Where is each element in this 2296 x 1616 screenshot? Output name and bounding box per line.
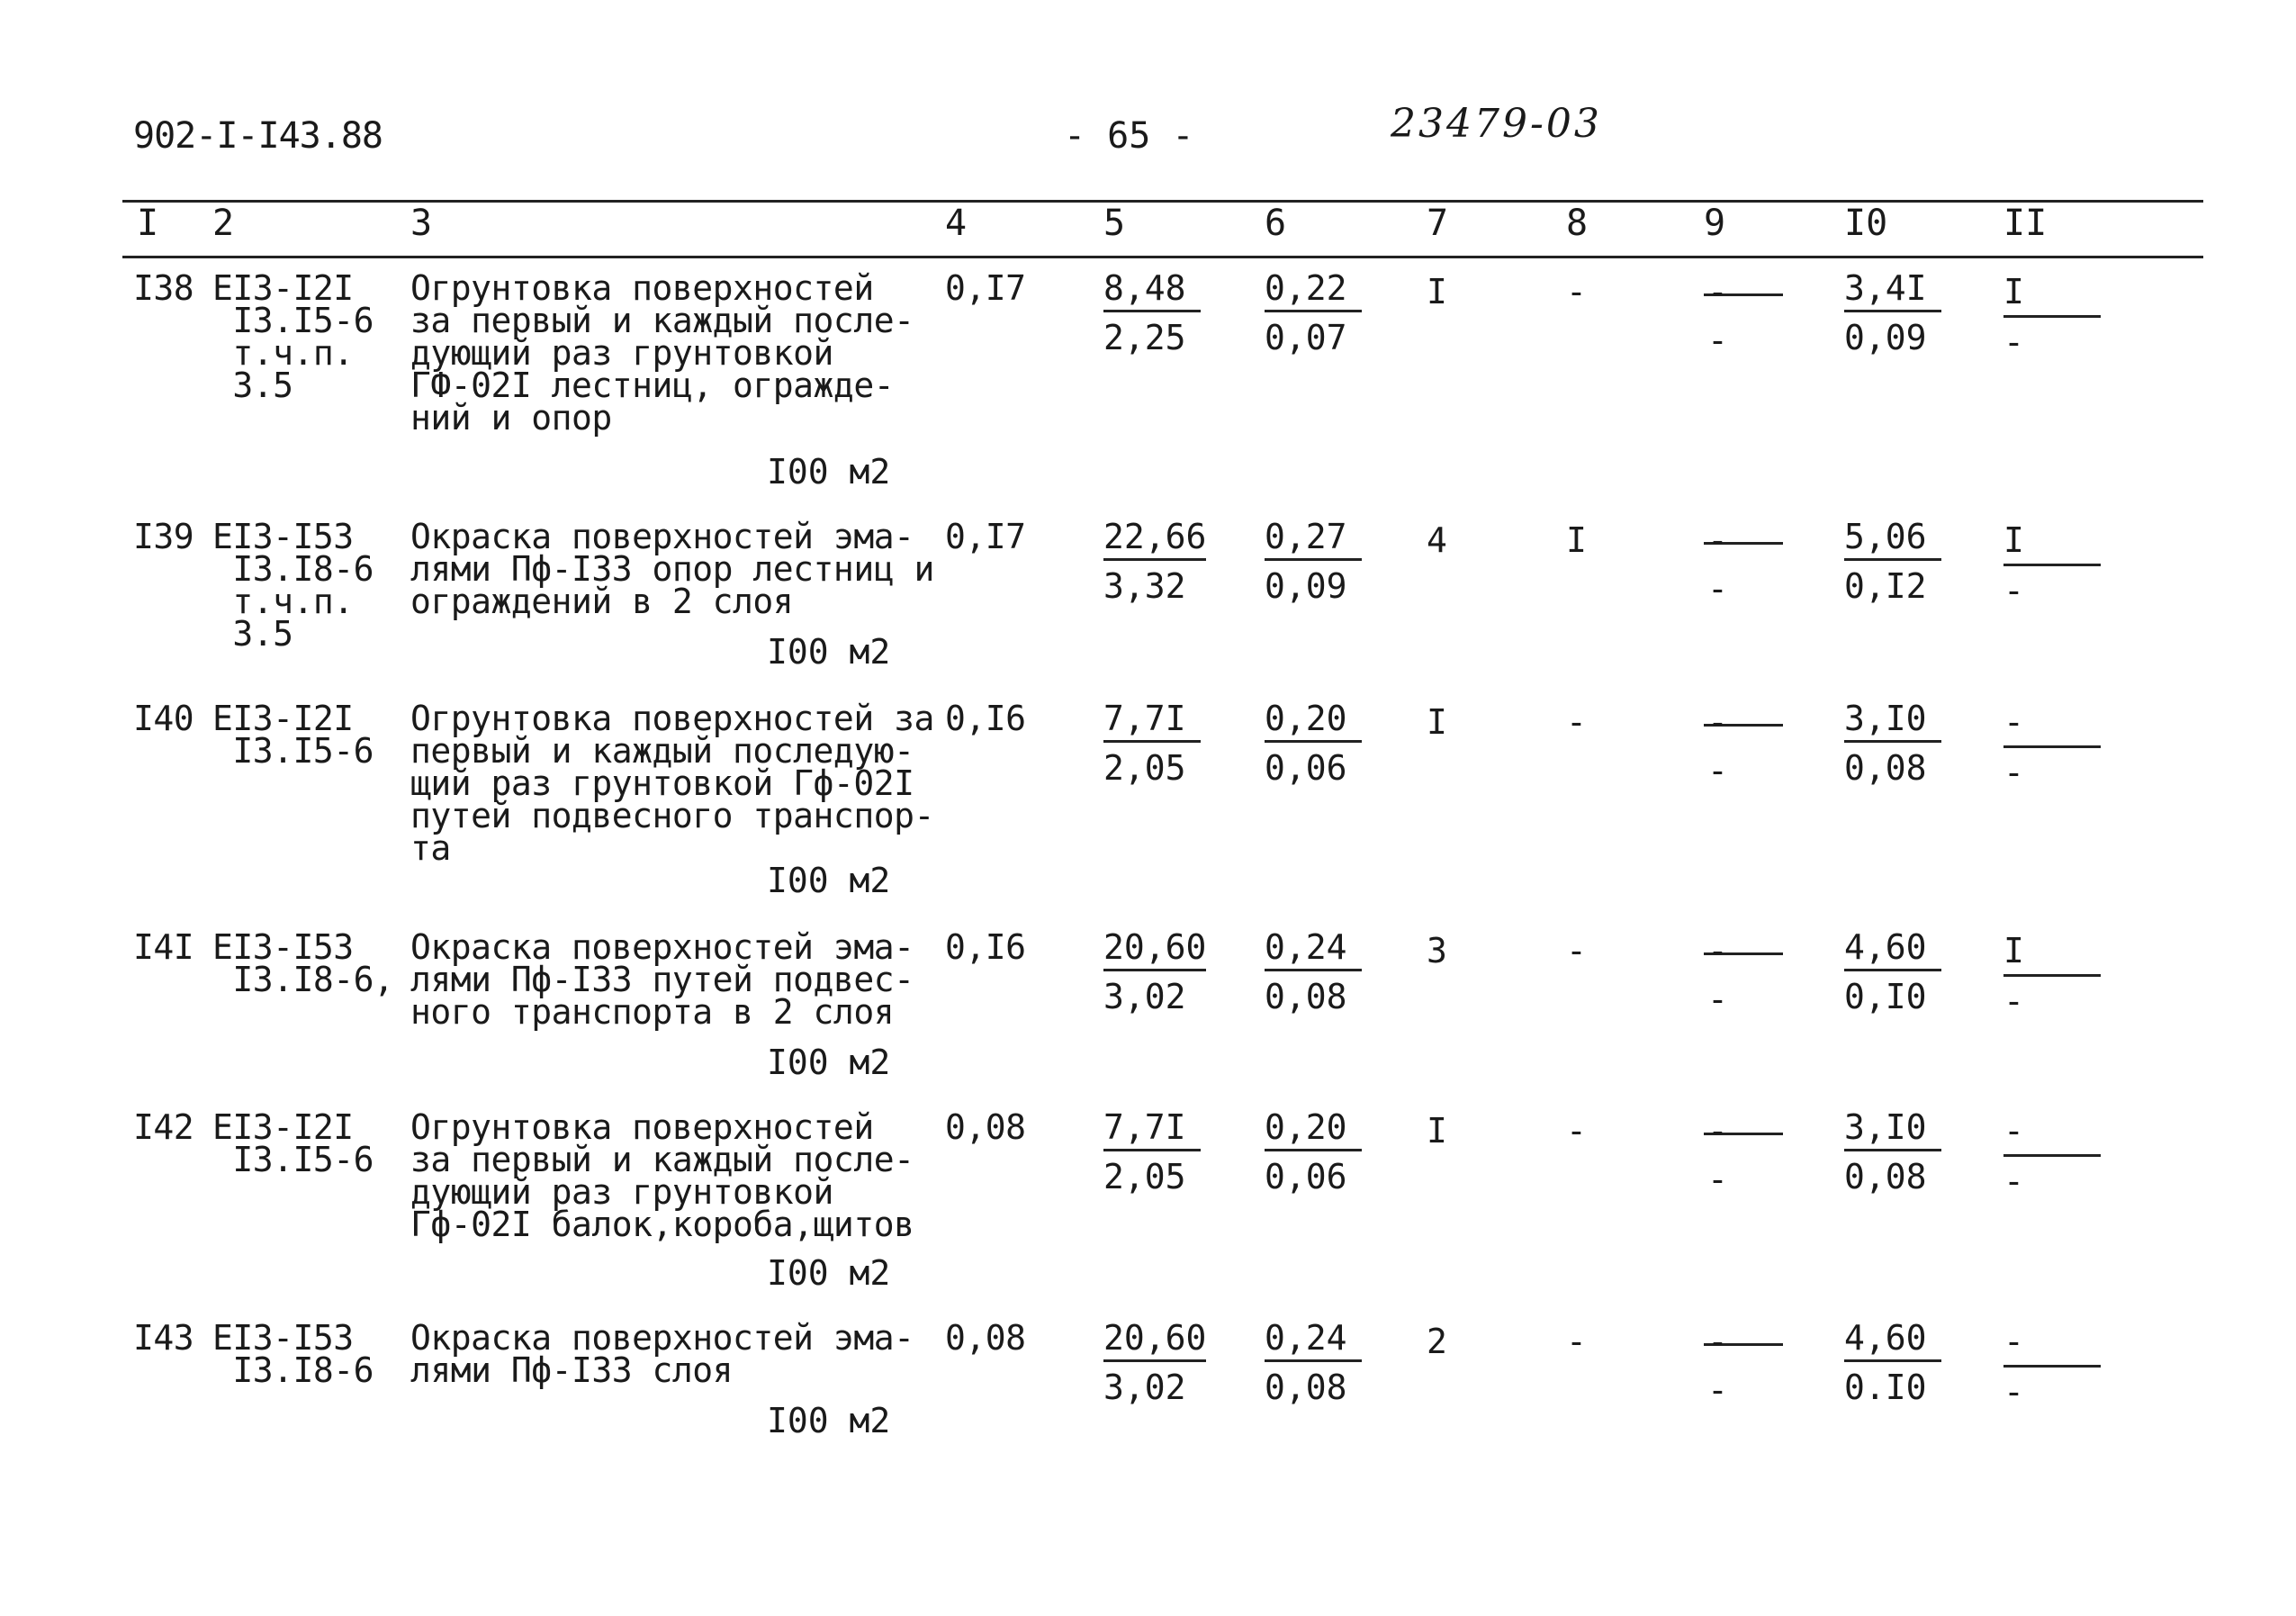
work-description: Окраска поверхностей эма- лями Пф-I33 слоя — [410, 1318, 914, 1390]
col10-bottom: 0,08 — [1844, 1157, 1927, 1196]
col10-top: 4,60 — [1844, 931, 1941, 971]
col6-fraction — [1265, 517, 1362, 606]
norm-code: EI3-I53 I3.I8-6, — [212, 927, 394, 999]
col8-value: - — [1566, 931, 1587, 971]
col9-bottom: - — [1707, 569, 1728, 609]
col5-fraction — [1103, 699, 1201, 788]
unit-label: I00 м2 — [767, 1253, 891, 1293]
col5-bottom: 2,25 — [1103, 318, 1186, 357]
col10-bottom: 0.I0 — [1844, 1368, 1927, 1407]
col5-top: 7,7I — [1103, 702, 1201, 743]
col5-fraction — [1103, 927, 1207, 1016]
col7-value: I — [1427, 1111, 1447, 1151]
quantity: 0,I7 — [945, 268, 1026, 308]
col6-top: 0,24 — [1265, 1322, 1362, 1362]
page-number: - 65 - — [1064, 115, 1194, 157]
col11-top: - — [2003, 702, 2101, 748]
col10-bottom: 0,08 — [1844, 748, 1927, 788]
col6-bottom: 0,06 — [1265, 748, 1347, 788]
col11-top: - — [2003, 1111, 2101, 1157]
col9-top: - — [1707, 520, 1728, 560]
col9-top: - — [1707, 702, 1728, 742]
col6-top: 0,22 — [1265, 272, 1362, 312]
col9-top: - — [1707, 1322, 1728, 1361]
norm-code: EI3-I53 I3.I8-6 т.ч.п. 3.5 — [212, 517, 374, 654]
column-header: 6 — [1265, 203, 1287, 244]
col5-bottom: 2,05 — [1103, 748, 1186, 788]
col10-top: 5,06 — [1844, 520, 1941, 561]
column-header: 4 — [945, 203, 968, 244]
work-description: Окраска поверхностей эма- лями Пф-I33 путей подвес- ного транспорта в 2 слоя — [410, 927, 914, 1032]
col10-top: 4,60 — [1844, 1322, 1941, 1362]
norm-code: EI3-I2I I3.I5-6 — [212, 1107, 374, 1179]
col6-bottom: 0,08 — [1265, 977, 1347, 1016]
col6-bottom: 0,06 — [1265, 1157, 1347, 1196]
col10-fraction — [1844, 1318, 1941, 1407]
col5-fraction — [1103, 1107, 1201, 1196]
col10-top: 3,I0 — [1844, 702, 1941, 743]
col5-fraction — [1103, 1318, 1207, 1407]
unit-label: I00 м2 — [767, 632, 891, 672]
col7-value: 2 — [1427, 1322, 1447, 1361]
col11-bottom: - — [2003, 1161, 2024, 1201]
work-description: Огрунтовка поверхностей за первый и каждый последую- щий раз грунтовкой Гф-02I путей подвесного транспор- та — [410, 699, 934, 868]
col9-bottom: - — [1707, 1160, 1728, 1199]
col9-bottom: - — [1707, 320, 1728, 360]
quantity: 0,08 — [945, 1318, 1026, 1358]
norm-code: EI3-I53 I3.I8-6 — [212, 1318, 374, 1390]
col9-top: - — [1707, 931, 1728, 971]
col11-bottom: - — [2003, 571, 2024, 610]
row-number: I43 — [133, 1318, 194, 1358]
column-header: I0 — [1844, 203, 1888, 244]
col10-fraction — [1844, 517, 1941, 606]
col10-top: 3,I0 — [1844, 1111, 1941, 1151]
col8-value: I — [1566, 520, 1587, 560]
quantity: 0,08 — [945, 1107, 1026, 1147]
column-header: 8 — [1566, 203, 1589, 244]
col6-fraction — [1265, 1107, 1362, 1196]
column-header: 7 — [1427, 203, 1449, 244]
quantity: 0,I6 — [945, 927, 1026, 967]
quantity: 0,I7 — [945, 517, 1026, 556]
col11-top: - — [2003, 1322, 2101, 1368]
col10-fraction — [1844, 268, 1941, 357]
handwritten-stamp: 23479-03 — [1391, 101, 1602, 147]
col10-top: 3,4I — [1844, 272, 1941, 312]
col10-bottom: 0,I0 — [1844, 977, 1927, 1016]
col10-fraction — [1844, 699, 1941, 788]
norm-code: EI3-I2I I3.I5-6 т.ч.п. 3.5 — [212, 268, 374, 405]
col5-fraction — [1103, 268, 1201, 357]
col6-bottom: 0,09 — [1265, 566, 1347, 606]
col6-fraction — [1265, 927, 1362, 1016]
row-number: I42 — [133, 1107, 194, 1147]
col10-fraction — [1844, 927, 1941, 1016]
col5-top: 20,60 — [1103, 1322, 1206, 1362]
col11-bottom: - — [2003, 753, 2024, 792]
col7-value: I — [1427, 272, 1447, 311]
col8-value: - — [1566, 1322, 1587, 1361]
document-code: 902-I-I43.88 — [133, 115, 383, 157]
work-description: Окраска поверхностей эма- лями Пф-I33 опор лестниц и ограждений в 2 слоя — [410, 517, 934, 621]
work-description: Огрунтовка поверхностей за первый и каждый после- дующий раз грунтовкой ГФ-02I лестниц, огражде- ний и опор — [410, 268, 914, 438]
col5-bottom: 2,05 — [1103, 1157, 1186, 1196]
col6-fraction — [1265, 268, 1362, 357]
col5-bottom: 3,32 — [1103, 566, 1186, 606]
col5-fraction — [1103, 517, 1207, 606]
col11-bottom: - — [2003, 322, 2024, 362]
col9-bottom: - — [1707, 1370, 1728, 1410]
column-header: 5 — [1103, 203, 1126, 244]
col7-value: 4 — [1427, 520, 1447, 560]
column-header: II — [2003, 203, 2048, 244]
unit-label: I00 м2 — [767, 452, 891, 492]
col8-value: - — [1566, 1111, 1587, 1151]
quantity: 0,I6 — [945, 699, 1026, 738]
col5-top: 22,66 — [1103, 520, 1206, 561]
col10-bottom: 0,I2 — [1844, 566, 1927, 606]
row-number: I40 — [133, 699, 194, 738]
norm-code: EI3-I2I I3.I5-6 — [212, 699, 374, 771]
col11-top: I — [2003, 520, 2101, 566]
col11-bottom: - — [2003, 1372, 2024, 1412]
col10-bottom: 0,09 — [1844, 318, 1927, 357]
column-header: 2 — [212, 203, 235, 244]
col6-bottom: 0,08 — [1265, 1368, 1347, 1407]
row-number: I38 — [133, 268, 194, 308]
col11-bottom: - — [2003, 981, 2024, 1021]
col6-top: 0,20 — [1265, 702, 1362, 743]
col9-bottom: - — [1707, 980, 1728, 1019]
col5-top: 7,7I — [1103, 1111, 1201, 1151]
col8-value: - — [1566, 702, 1587, 742]
work-description: Огрунтовка поверхностей за первый и каждый после- дующий раз грунтовкой Гф-02I балок,короба,щитов — [410, 1107, 914, 1244]
unit-label: I00 м2 — [767, 1043, 891, 1082]
column-header: I — [137, 203, 159, 244]
col5-bottom: 3,02 — [1103, 1368, 1186, 1407]
col8-value: - — [1566, 272, 1587, 311]
col9-top: - — [1707, 272, 1728, 311]
col11-top: I — [2003, 931, 2101, 977]
col9-top: - — [1707, 1111, 1728, 1151]
col6-top: 0,27 — [1265, 520, 1362, 561]
column-header: 9 — [1704, 203, 1726, 244]
col6-top: 0,24 — [1265, 931, 1362, 971]
row-number: I39 — [133, 517, 194, 556]
col6-fraction — [1265, 699, 1362, 788]
col6-bottom: 0,07 — [1265, 318, 1347, 357]
col7-value: 3 — [1427, 931, 1447, 971]
row-number: I4I — [133, 927, 194, 967]
unit-label: I00 м2 — [767, 1401, 891, 1440]
col9-bottom: - — [1707, 751, 1728, 790]
column-header: 3 — [410, 203, 433, 244]
col5-top: 8,48 — [1103, 272, 1201, 312]
unit-label: I00 м2 — [767, 861, 891, 900]
col7-value: I — [1427, 702, 1447, 742]
col6-top: 0,20 — [1265, 1111, 1362, 1151]
col5-top: 20,60 — [1103, 931, 1206, 971]
col5-bottom: 3,02 — [1103, 977, 1186, 1016]
col10-fraction — [1844, 1107, 1941, 1196]
col6-fraction — [1265, 1318, 1362, 1407]
col11-top: I — [2003, 272, 2101, 318]
